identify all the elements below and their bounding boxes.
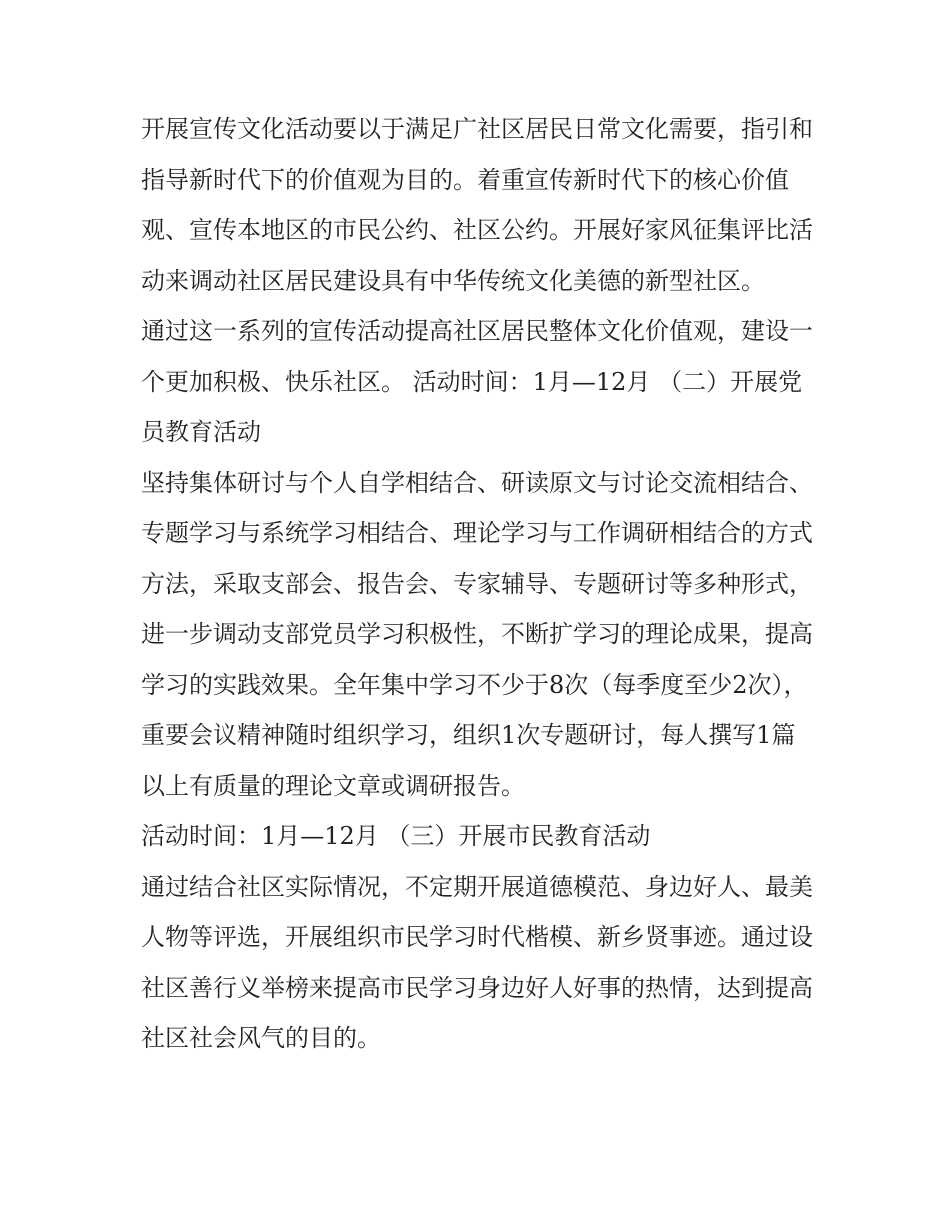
paragraph-activity-goal-and-party-heading: 通过这一系列的宣传活动提高社区居民整体文化价值观，建设一个更加积极、快乐社区。 活动时间：1月—12月 （二）开展党员教育活动 [141,317,813,446]
document-body [141,104,816,1064]
paragraph-cultural-activities: 开展宣传文化活动要以于满足广社区居民日常文化需要，指引和指导新时代下的价值观为目的。着重宣传新时代下的核心价值观、宣传本地区的市民公约、社区公约。开展好家风征集评比活动来调动社区居民建设具有中华传统文化美德的新型社区。 [141,115,813,295]
paragraph-activity-time-citizen-heading: 活动时间：1月—12月 （三）开展市民教育活动 [141,822,651,850]
paragraph-party-education: 坚持集体研讨与个人自学相结合、研读原文与讨论交流相结合、专题学习与系统学习相结合、理论学习与工作调研相结合的方式方法，采取支部会、报告会、专家辅导、专题研讨等多种形式，进一步调动支部党员学习积极性，不断扩学习的理论成果，提高学习的实践效果。全年集中学习不少于8次（每季度至少2次），重要会议精神随时组织学习，组织1次专题研讨，每人撰写1篇以上有质量的理论文章或调研报告。 [141,468,813,800]
paragraph-citizen-education: 通过结合社区实际情况，不定期开展道德模范、身边好人、最美人物等评选，开展组织市民学习时代楷模、新乡贤事迹。通过设社区善行义举榜来提高市民学习身边好人好事的热情，达到提高社区社会风气的目的。 [141,872,813,1052]
